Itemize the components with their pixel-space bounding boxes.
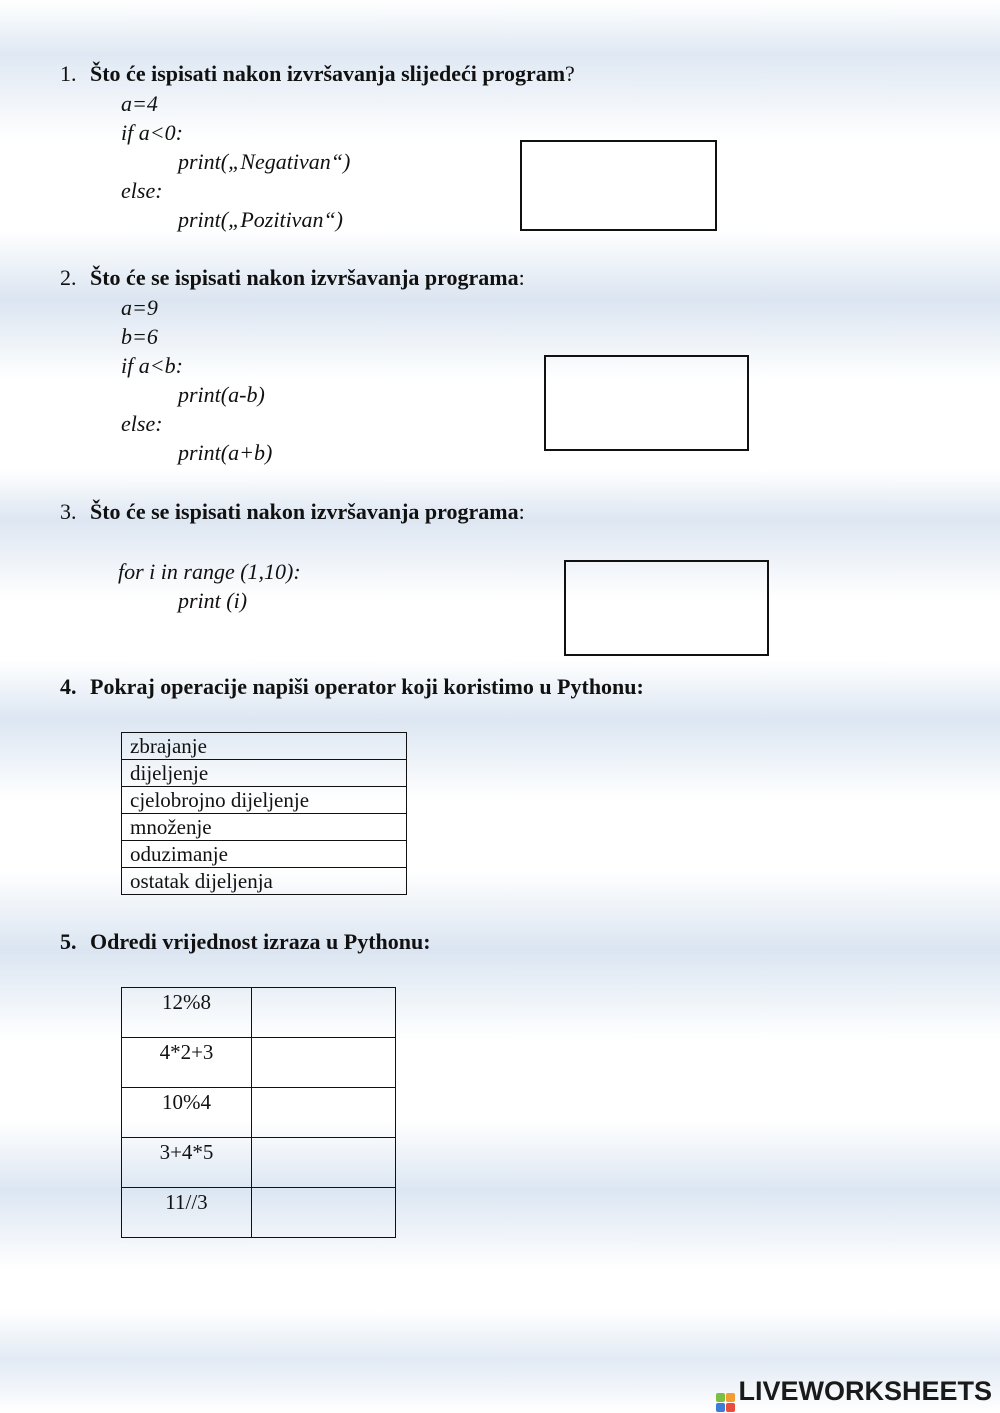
question-tail: : xyxy=(518,499,525,524)
table-row xyxy=(122,814,407,841)
table-row xyxy=(122,1038,396,1088)
question-2-answer-box[interactable] xyxy=(544,355,749,451)
table-row xyxy=(122,841,407,868)
question-3-code xyxy=(118,557,301,615)
answer-cell[interactable] xyxy=(252,988,396,1038)
table-row xyxy=(122,1188,396,1238)
operators-table xyxy=(121,732,407,895)
table-row xyxy=(122,1088,396,1138)
operation-cell[interactable]: oduzimanje xyxy=(122,841,407,868)
table-row xyxy=(122,988,396,1038)
question-text: Što će se ispisati nakon izvršavanja programa xyxy=(90,265,519,290)
code-line: a=4 xyxy=(121,91,158,116)
code-line: print (i) xyxy=(178,588,248,613)
question-text: Što će se ispisati nakon izvršavanja programa xyxy=(90,499,519,524)
question-text: Odredi vrijednost izraza u Pythonu: xyxy=(90,929,431,954)
answer-cell[interactable] xyxy=(252,1038,396,1088)
code-line: for i in range (1,10): xyxy=(118,559,301,584)
expression-cell: 3+4*5 xyxy=(122,1138,252,1188)
question-1-code xyxy=(121,89,350,234)
question-2-code xyxy=(121,293,272,467)
table-row xyxy=(122,733,407,760)
question-1-answer-box[interactable] xyxy=(520,140,717,231)
expression-cell: 4*2+3 xyxy=(122,1038,252,1088)
question-1-title xyxy=(60,61,575,87)
code-line: print(a+b) xyxy=(178,440,273,465)
liveworksheets-logo-icon xyxy=(716,1393,735,1412)
logo-square xyxy=(716,1403,725,1412)
question-3-title xyxy=(60,499,525,525)
expression-cell: 12%8 xyxy=(122,988,252,1038)
table-row xyxy=(122,787,407,814)
question-tail: : xyxy=(518,265,525,290)
answer-cell[interactable] xyxy=(252,1088,396,1138)
operation-cell[interactable]: cjelobrojno dijeljenje xyxy=(122,787,407,814)
logo-square xyxy=(726,1403,735,1412)
question-4-title xyxy=(60,674,644,700)
logo-square xyxy=(726,1393,735,1402)
code-line: print(„Pozitivan“) xyxy=(178,207,344,232)
question-number: 1. xyxy=(60,61,77,86)
expression-cell: 11//3 xyxy=(122,1188,252,1238)
code-line: a=9 xyxy=(121,295,158,320)
question-text: Pokraj operacije napiši operator koji koristimo u Pythonu: xyxy=(90,674,644,699)
question-number: 3. xyxy=(60,499,77,524)
question-number: 4. xyxy=(60,674,77,699)
expression-cell: 10%4 xyxy=(122,1088,252,1138)
logo-text: LIVEWORKSHEETS xyxy=(738,1376,992,1406)
code-line: if a<b: xyxy=(121,353,183,378)
question-tail: ? xyxy=(565,61,575,86)
code-line: print(a-b) xyxy=(178,382,265,407)
operation-cell[interactable]: dijeljenje xyxy=(122,760,407,787)
table-row xyxy=(122,760,407,787)
question-number: 5. xyxy=(60,929,77,954)
code-line: else: xyxy=(121,411,163,436)
operation-cell[interactable]: množenje xyxy=(122,814,407,841)
code-line: if a<0: xyxy=(121,120,183,145)
operation-cell[interactable]: zbrajanje xyxy=(122,733,407,760)
code-line: print(„Negativan“) xyxy=(178,149,351,174)
table-row xyxy=(122,1138,396,1188)
question-3-answer-box[interactable] xyxy=(564,560,769,656)
question-number: 2. xyxy=(60,265,77,290)
question-5-title xyxy=(60,929,431,955)
expressions-table xyxy=(121,987,396,1238)
logo-square xyxy=(716,1393,725,1402)
question-2-title xyxy=(60,265,525,291)
liveworksheets-logo xyxy=(716,1376,992,1412)
answer-cell[interactable] xyxy=(252,1188,396,1238)
code-line: b=6 xyxy=(121,324,158,349)
operation-cell[interactable]: ostatak dijeljenja xyxy=(122,868,407,895)
table-row xyxy=(122,868,407,895)
code-line: else: xyxy=(121,178,163,203)
answer-cell[interactable] xyxy=(252,1138,396,1188)
question-text: Što će ispisati nakon izvršavanja slijedeći program xyxy=(90,61,566,86)
